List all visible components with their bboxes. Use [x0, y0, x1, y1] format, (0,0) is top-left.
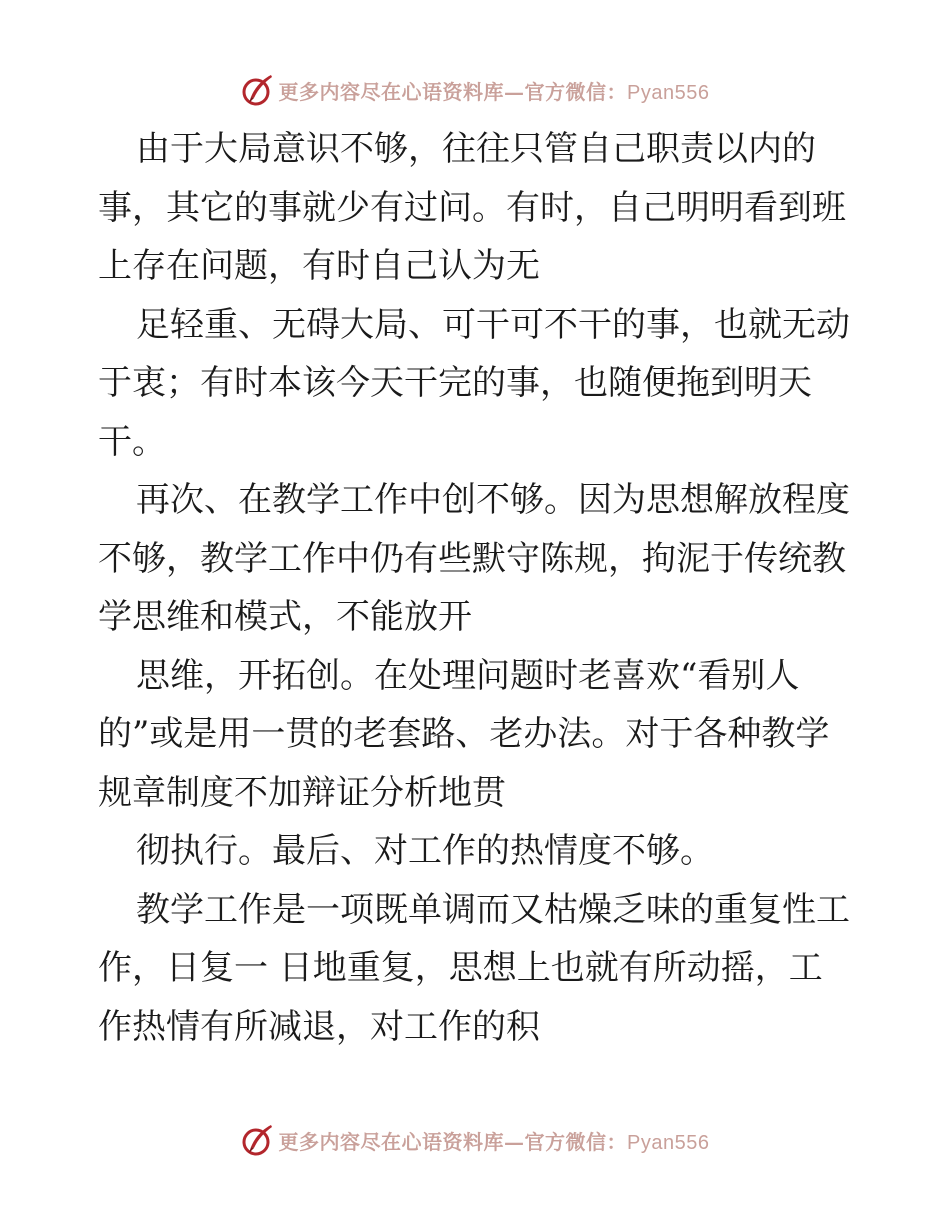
- body-line: 由于大局意识不够，往往只管自己职责以内的: [136, 129, 816, 169]
- body-line: 作热情有所减退，对工作的积: [98, 1006, 540, 1047]
- body-line: 学思维和模式，不能放开: [98, 597, 472, 637]
- footer-site-text: 更多内容尽在心语资料库: [278, 1129, 505, 1154]
- body-line: 再次、在教学工作中创不够。因为思想解放程度: [136, 480, 850, 520]
- body-line: 教学工作是一项既单调而又枯燥乏味的重复性工: [136, 889, 850, 930]
- body-line: 上存在问题，有时自己认为无: [98, 246, 540, 286]
- body-line: 不够，教学工作中仍有些默守陈规，拘泥于传统教: [98, 538, 846, 579]
- body-line: 足轻重、无碍大局、可干可不干的事，也就无动: [136, 304, 850, 345]
- footer-wechat-id: Pyan556: [627, 1131, 710, 1154]
- body-line: 的”或是用一贯的老套路、老办法。对于各种教学: [98, 714, 830, 754]
- body-line: 干。: [98, 421, 166, 462]
- header-banner-text: [279, 76, 710, 105]
- footer-banner: [0, 1120, 950, 1160]
- body-line: 规章制度不加辩证分析地贯: [98, 772, 506, 813]
- footer-separator: —: [504, 1129, 525, 1154]
- body-line: 于衷；有时本该今天干完的事，也随便拖到明天: [98, 363, 812, 403]
- body-line: 事，其它的事就少有过问。有时，自己明明看到班: [98, 187, 846, 228]
- footer-banner-text: [279, 1126, 710, 1155]
- body-line: 彻执行。最后、对工作的热情度不够。: [136, 831, 714, 871]
- quill-pen-logo-icon: [241, 1123, 275, 1157]
- body-line: 思维，开拓创。在处理问题时老喜欢“看别人: [136, 655, 800, 696]
- quill-pen-logo-icon: [241, 73, 275, 107]
- document-body: [98, 120, 858, 1056]
- footer-wechat-label: 官方微信：: [524, 1129, 628, 1154]
- header-separator: —: [504, 79, 525, 104]
- header-site-text: 更多内容尽在心语资料库: [278, 79, 505, 104]
- header-banner: [0, 70, 950, 110]
- body-line: 作，日复一 日地重复，思想上也就有所动摇，工: [98, 948, 823, 988]
- header-wechat-id: Pyan556: [627, 81, 710, 104]
- header-wechat-label: 官方微信：: [524, 79, 628, 104]
